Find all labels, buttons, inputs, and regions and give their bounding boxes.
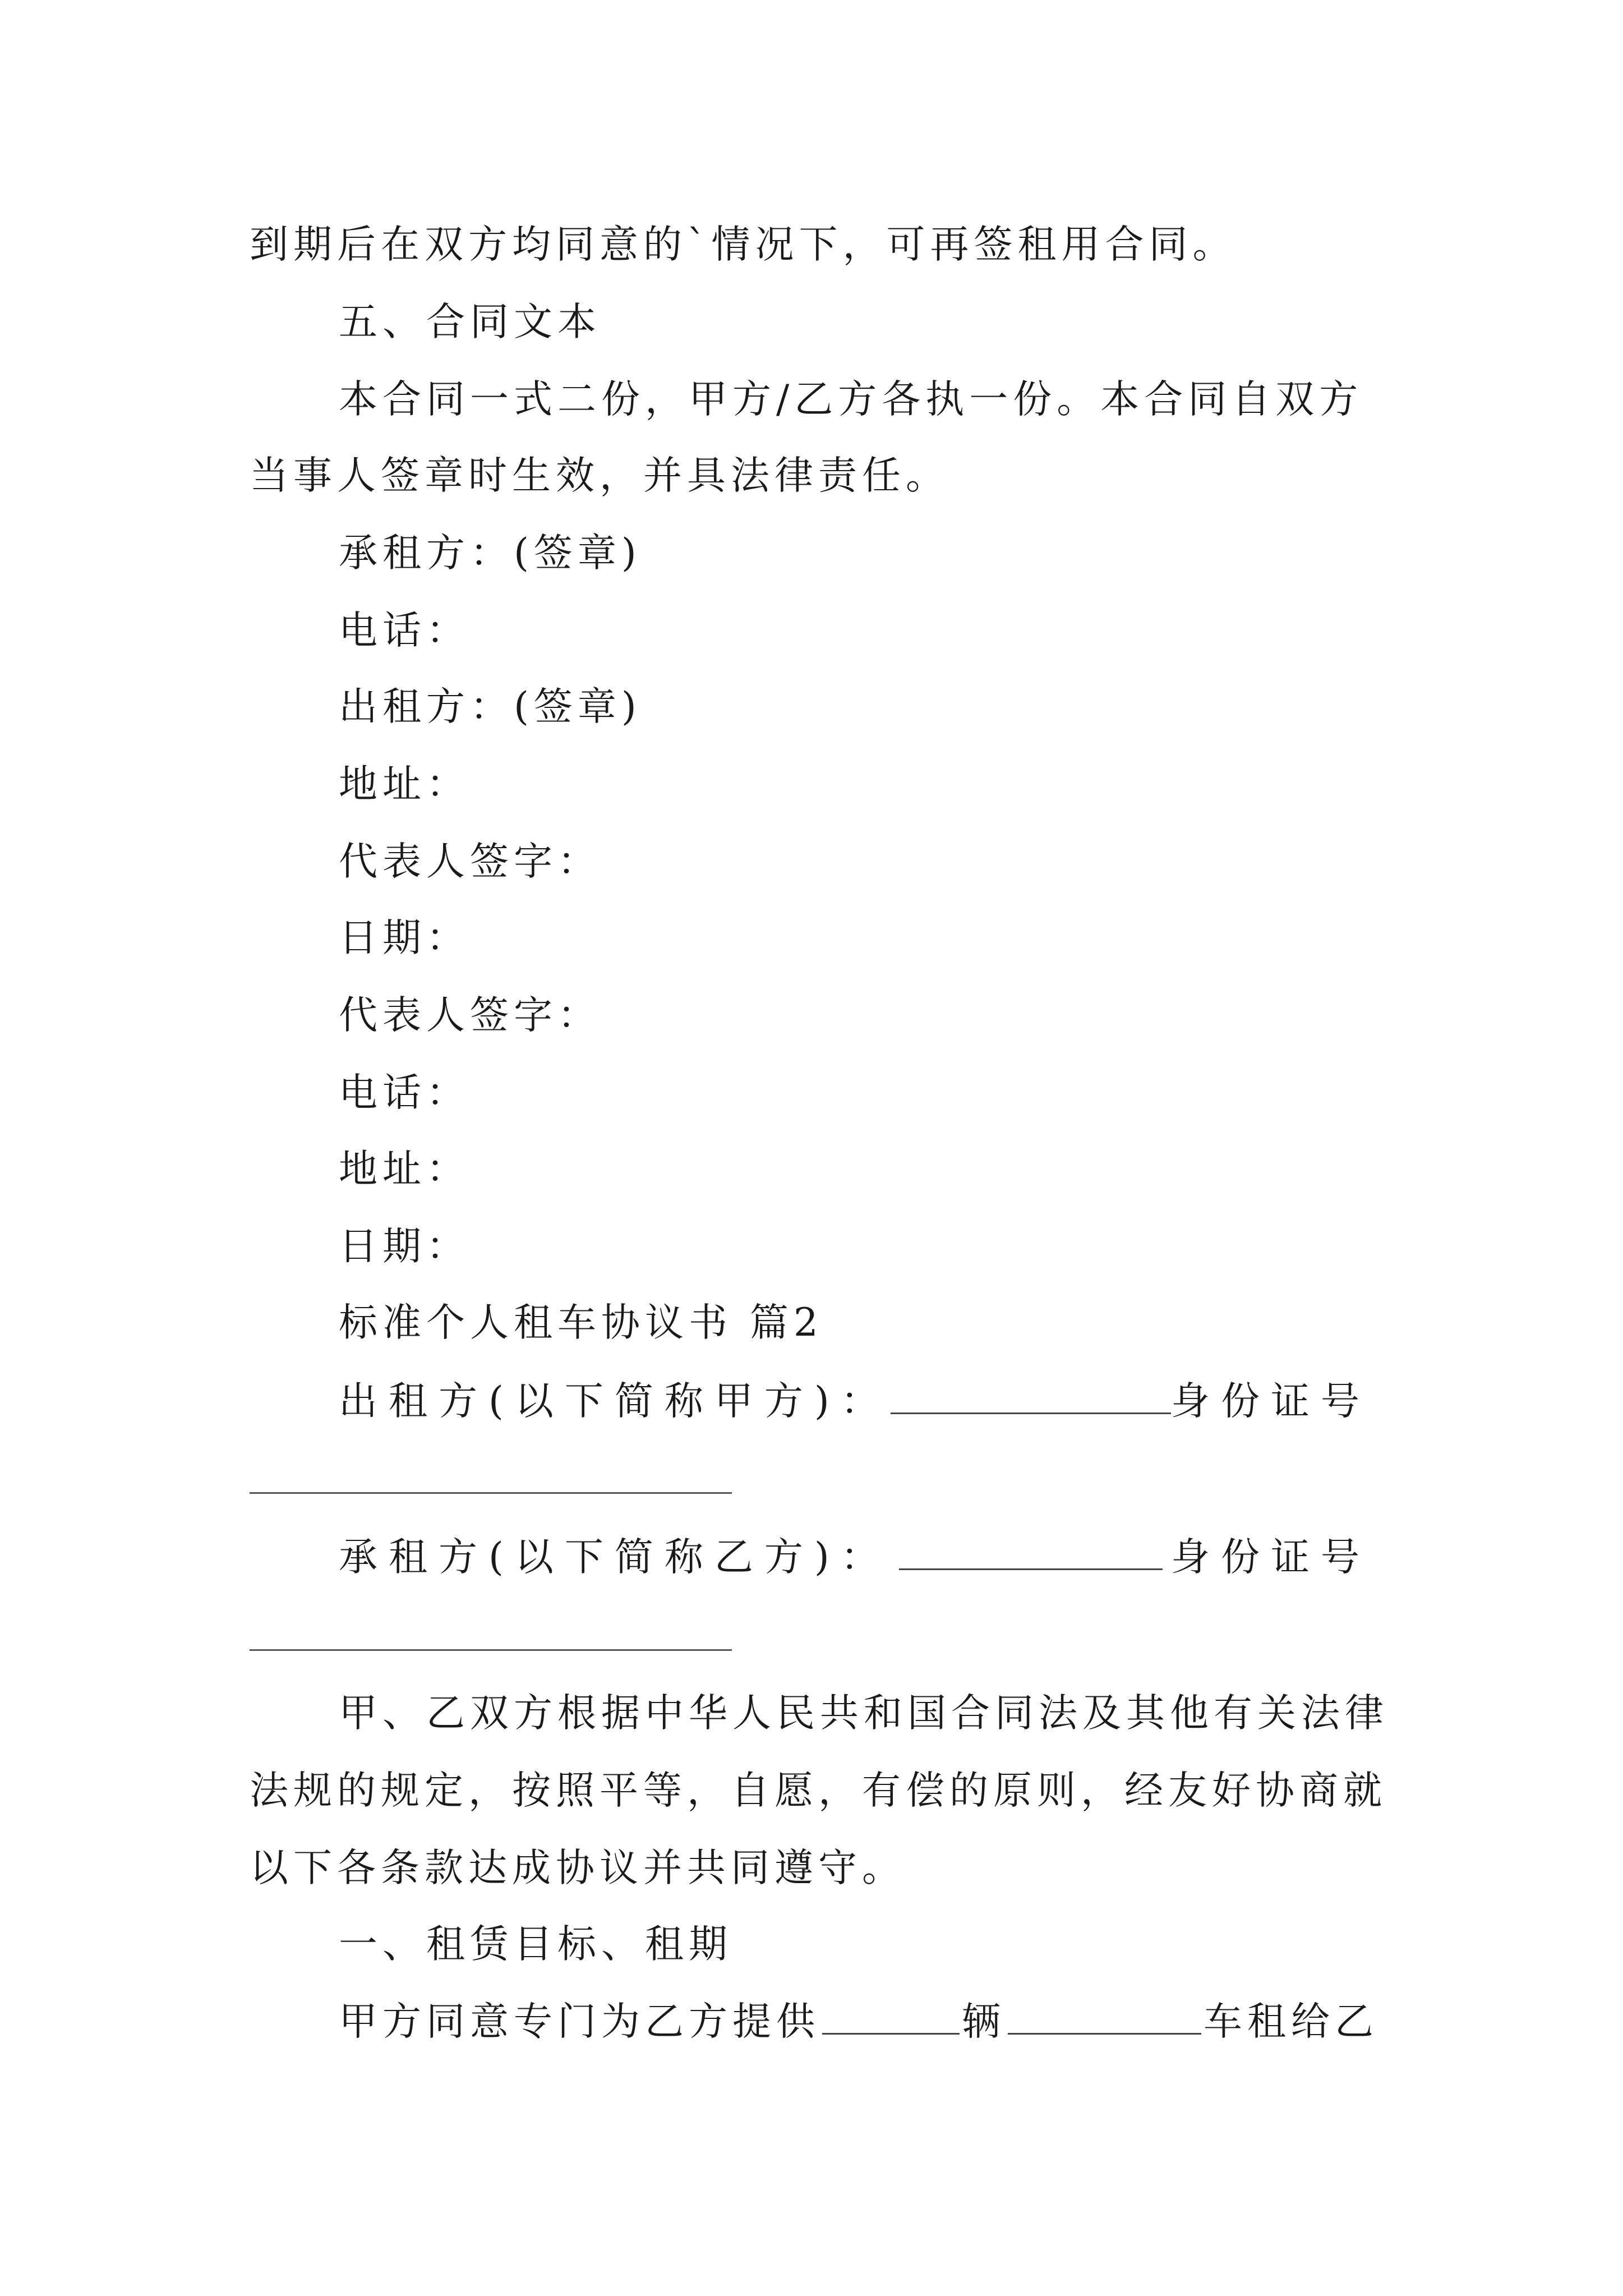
text-line: 到期后在双方均同意的`情况下，可再签租用合同。 bbox=[250, 222, 1237, 267]
id-number-label: 身份证号 bbox=[1171, 1535, 1371, 1580]
vehicle-clause bbox=[339, 1995, 1378, 2049]
id-number-label: 身份证号 bbox=[1171, 1379, 1371, 1424]
text-line: 本合同一式二份，甲方/乙方各执一份。本合同自双方 bbox=[339, 377, 1363, 422]
clause-text: 甲方同意专门为乙方提供 bbox=[339, 1999, 820, 2044]
address-label: 地址： bbox=[339, 762, 470, 807]
vehicle-count-blank bbox=[822, 1998, 960, 2035]
signature-label: 出租方：(签章) bbox=[339, 684, 642, 729]
lessee-blank bbox=[899, 1534, 1163, 1570]
lessee-row bbox=[339, 1530, 1371, 1584]
lessor-label: 出租方(以下简称甲方)： bbox=[339, 1379, 891, 1424]
representative-label: 代表人签字： bbox=[339, 993, 601, 1038]
id-number-blank bbox=[250, 1649, 732, 1651]
id-number-blank bbox=[250, 1492, 732, 1494]
section-heading: 五、合同文本 bbox=[339, 300, 601, 344]
date-label: 日期： bbox=[339, 915, 470, 960]
text-line: 甲、乙双方根据中华人民共和国合同法及其他有关法律 bbox=[339, 1691, 1389, 1736]
document-title: 标准个人租车协议书 篇2 bbox=[339, 1300, 823, 1345]
vehicle-model-blank bbox=[1008, 1998, 1201, 2035]
date-label: 日期： bbox=[339, 1224, 470, 1269]
lessee-label: 承租方(以下简称乙方)： bbox=[339, 1535, 891, 1580]
lessor-row bbox=[339, 1374, 1371, 1428]
clause-text: 车租给乙 bbox=[1204, 1999, 1378, 2044]
text-line: 以下各条款达成协议并共同遵守。 bbox=[250, 1846, 906, 1890]
phone-label: 电话： bbox=[339, 608, 470, 653]
text-line: 法规的规定，按照平等，自愿，有偿的原则，经友好协商就 bbox=[250, 1768, 1387, 1813]
lessor-blank bbox=[891, 1378, 1171, 1414]
representative-label: 代表人签字： bbox=[339, 839, 601, 884]
address-label: 地址： bbox=[339, 1147, 470, 1191]
signature-label: 承租方：(签章) bbox=[339, 531, 642, 576]
section-heading: 一、租赁目标、租期 bbox=[339, 1922, 732, 1967]
clause-text: 辆 bbox=[962, 1999, 1006, 2044]
text-line: 当事人签章时生效，并具法律责任。 bbox=[250, 453, 949, 498]
phone-label: 电话： bbox=[339, 1070, 470, 1115]
